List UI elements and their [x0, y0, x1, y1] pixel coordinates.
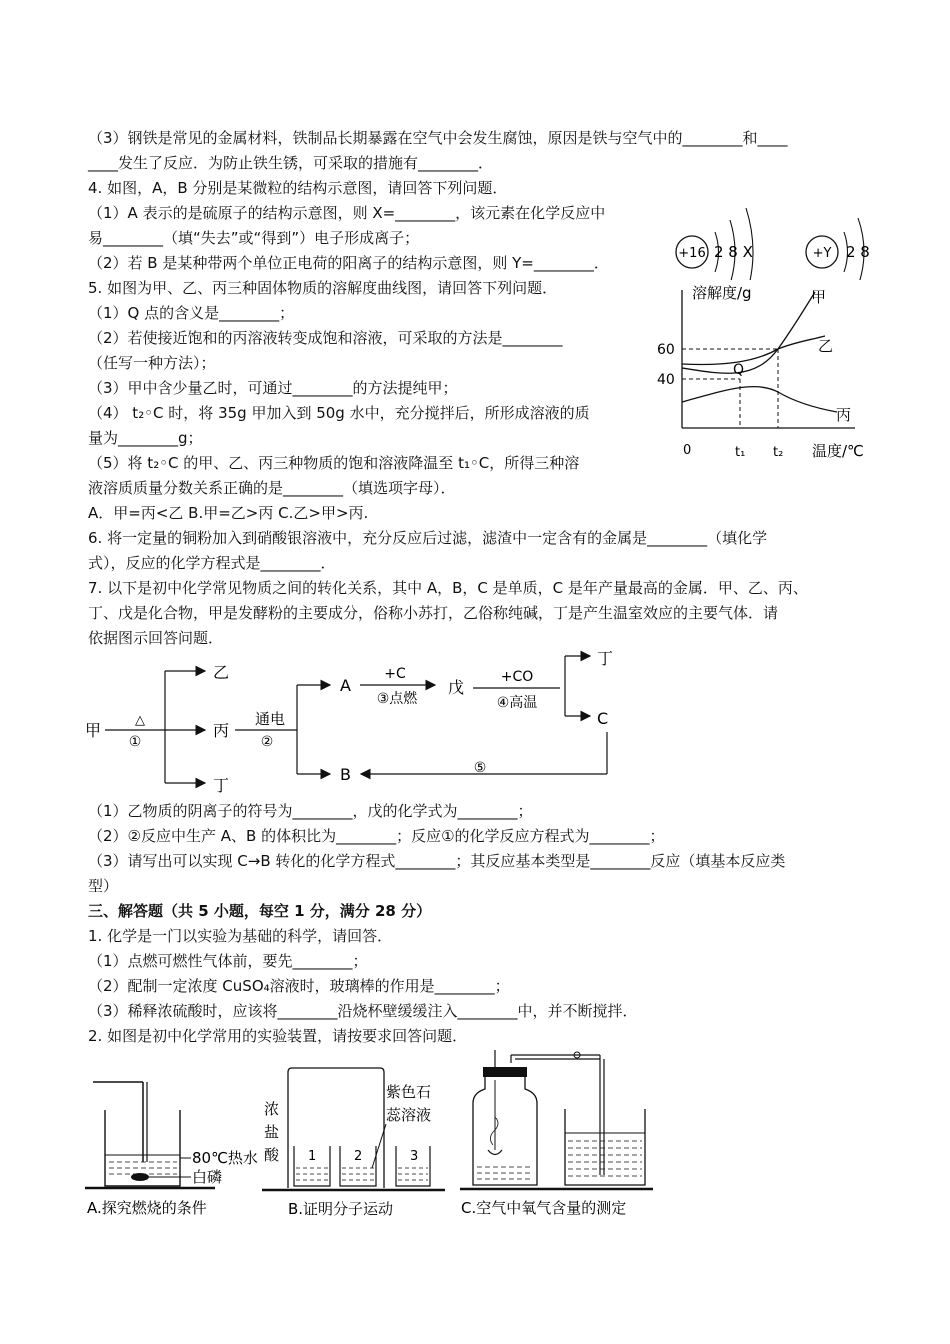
flow-step4: ④高温	[496, 695, 538, 711]
q5-part2-line2: （任写一种方法）；	[88, 354, 216, 372]
q7-stem-line3: 依据图示回答问题．	[88, 629, 224, 647]
q5-part4-line2: 量为________g；	[88, 429, 203, 447]
q7-stem-line2: 丁、戊是化合物，甲是发酵粉的主要成分，俗称小苏打，乙俗称纯碱，丁是产生温室效应的主要气体．请	[88, 604, 779, 622]
atom-structure-diagrams	[660, 190, 890, 280]
transformation-flow-diagram	[85, 648, 645, 798]
q5-part2-line1: （2）若使接近饱和的丙溶液转变成饱和溶液，可采取的方法是________	[88, 329, 563, 347]
q5-part4-line1: （4） t₂◦C 时，将 35g 甲加入到 50g 水中，充分搅拌后，所形成溶液的质	[88, 404, 590, 422]
chart-curve-label-yi: 乙	[818, 337, 834, 355]
flow-c: C	[597, 709, 609, 728]
section-three-heading: 三、解答题（共 5 小题，每空 1 分，满分 28 分）	[88, 902, 432, 920]
curve-jia	[682, 292, 815, 373]
flow-plus-co: +CO	[500, 669, 534, 685]
q3-steel-line2: ____发生了反应．为防止铁生锈，可采取的措施有________．	[88, 154, 494, 172]
q7-part2: （2）②反应中生产 A、B 的体积比为________；反应①的化学反应方程式为________；	[88, 827, 665, 845]
flow-step3: ③点燃	[376, 691, 418, 707]
flow-tongdian: 通电	[254, 710, 286, 728]
q3-steel-line1: （3）钢铁是常见的金属材料，铁制品长期暴露在空气中会发生腐蚀，原因是铁与空气中的________和____	[88, 129, 788, 147]
curve-bing	[682, 387, 837, 412]
q6-line1: 6. 将一定量的铜粉加入到硝酸银溶液中，充分反应后过滤，滤渣中一定含有的金属是________（填化学	[88, 529, 768, 547]
apparatus-c-oxygen-measurement	[455, 1045, 655, 1225]
gas-jar	[473, 1075, 537, 1185]
chart-curve-label-jia: 甲	[811, 288, 827, 306]
atom-a-shells: 2 8 X	[714, 243, 753, 261]
label-litmus-1: 紫色石	[386, 1083, 432, 1101]
q5-part3: （3）甲中含少量乙时，可通过________的方法提纯甲；	[88, 379, 458, 397]
label-hot-water: 80℃热水	[192, 1149, 258, 1167]
q5-part5-line1: （5）将 t₂◦C 的甲、乙、丙三种物质的饱和溶液降温至 t₁◦C，所得三种溶	[88, 454, 580, 472]
flow-bing: 丙	[213, 721, 230, 740]
flow-ding-top: 丁	[597, 649, 614, 668]
white-phosphorus-icon	[131, 1173, 149, 1181]
s3-q1-part1: （1）点燃可燃性气体前，要先________；	[88, 952, 368, 970]
flow-step2: ②	[260, 734, 274, 750]
label-acid-3: 酸	[264, 1146, 280, 1164]
s3-q1-part2: （2）配制一定浓度 CuSO₄溶液时，玻璃棒的作用是________；	[88, 977, 510, 995]
q4-part1-line1: （1）A 表示的是硫原子的结构示意图，则 X=________，该元素在化学反应中	[88, 204, 606, 222]
beaker-3-label: 3	[410, 1149, 419, 1164]
caption-c: C.空气中氧气含量的测定	[461, 1199, 627, 1217]
apparatus-a-combustion	[85, 1050, 270, 1220]
chart-origin: 0	[683, 443, 692, 458]
flow-jia: 甲	[85, 721, 102, 740]
flow-delta: △	[135, 713, 145, 728]
smoke-icon	[490, 1117, 498, 1145]
chart-curve-label-bing: 丙	[836, 406, 852, 424]
label-acid-1: 浓	[264, 1100, 280, 1118]
s3-q2-stem: 2. 如图是初中化学常用的实验装置，请按要求回答问题．	[88, 1027, 468, 1045]
flow-step5: ⑤	[473, 760, 487, 776]
label-acid-2: 盐	[264, 1123, 280, 1141]
atom-b-diagram	[806, 218, 870, 280]
apparatus-b-molecular-motion	[260, 1060, 450, 1225]
chart-ytick-40: 40	[657, 372, 675, 388]
bell-jar	[288, 1068, 384, 1188]
caption-a: A.探究燃烧的条件	[87, 1199, 207, 1217]
s3-q1-stem: 1. 化学是一门以实验为基础的科学，请回答．	[88, 927, 393, 945]
curve-yi	[682, 336, 825, 364]
label-litmus-2: 蕊溶液	[386, 1106, 432, 1124]
atom-a-diagram	[676, 208, 753, 280]
q5-part1: （1）Q 点的含义是________；	[88, 304, 295, 322]
chart-xtick-t1: t₁	[735, 445, 746, 460]
caption-b: B.证明分子运动	[288, 1200, 394, 1218]
chart-xtick-t2: t₂	[773, 445, 784, 460]
q4-part2: （2）若 B 是某种带两个单位正电荷的阳离子的结构示意图，则 Y=________．	[88, 254, 609, 272]
q5-stem: 5. 如图为甲、乙、丙三种固体物质的溶解度曲线图，请回答下列问题．	[88, 279, 558, 297]
chart-xlabel: 温度/℃	[812, 442, 864, 460]
s3-q1-part3: （3）稀释浓硫酸时，应该将________沿烧杯壁缓缓注入________中，并不断搅拌．	[88, 1002, 638, 1020]
q7-part3-line1: （3）请写出可以实现 C→B 转化的化学方程式________；其反应基本类型是________反应（填基本反应类	[88, 852, 786, 870]
q6-line2: 式），反应的化学方程式是________．	[88, 554, 336, 572]
q4-stem: 4. 如图，A，B 分别是某微粒的结构示意图，请回答下列问题．	[88, 179, 508, 197]
chart-ytick-60: 60	[657, 342, 675, 358]
atom-a-nucleus-label: +16	[678, 246, 706, 261]
atom-b-shells: 2 8	[846, 243, 870, 261]
solubility-chart	[655, 280, 885, 470]
chart-ylabel: 溶解度/g	[692, 284, 752, 302]
q7-part1: （1）乙物质的阴离子的符号为________，戊的化学式为________；	[88, 802, 533, 820]
q5-part5-line2: 液溶质质量分数关系正确的是________（填选项字母）．	[88, 479, 456, 497]
flow-yi: 乙	[213, 663, 230, 682]
flow-wu: 戊	[448, 678, 465, 697]
q7-part3-line2: 型）	[88, 877, 119, 895]
flow-plus-c: +C	[384, 666, 406, 682]
combustion-spoon-icon	[488, 1150, 502, 1155]
label-white-phosphorus: 白磷	[192, 1168, 223, 1186]
q5-options: A．甲=丙<乙 B.甲=乙>丙 C.乙>甲>丙.	[88, 504, 369, 522]
beaker-1-label: 1	[308, 1149, 317, 1164]
q7-stem-line1: 7. 以下是初中化学常见物质之间的转化关系，其中 A，B，C 是单质，C 是年产量最高的金属．甲、乙、丙、	[88, 579, 808, 597]
flow-step1: ①	[128, 734, 142, 750]
flow-a: A	[340, 676, 351, 695]
atom-b-nucleus-label: +Y	[812, 246, 832, 261]
beaker-2-label: 2	[354, 1149, 363, 1164]
flow-ding-bottom: 丁	[213, 776, 230, 795]
beaker-c	[565, 1109, 645, 1185]
stopper	[483, 1067, 527, 1077]
flow-b: B	[340, 765, 351, 784]
chart-point-q: Q	[733, 362, 745, 378]
q4-part1-line2: 易________（填“失去”或“得到”）电子形成离子；	[88, 229, 420, 247]
